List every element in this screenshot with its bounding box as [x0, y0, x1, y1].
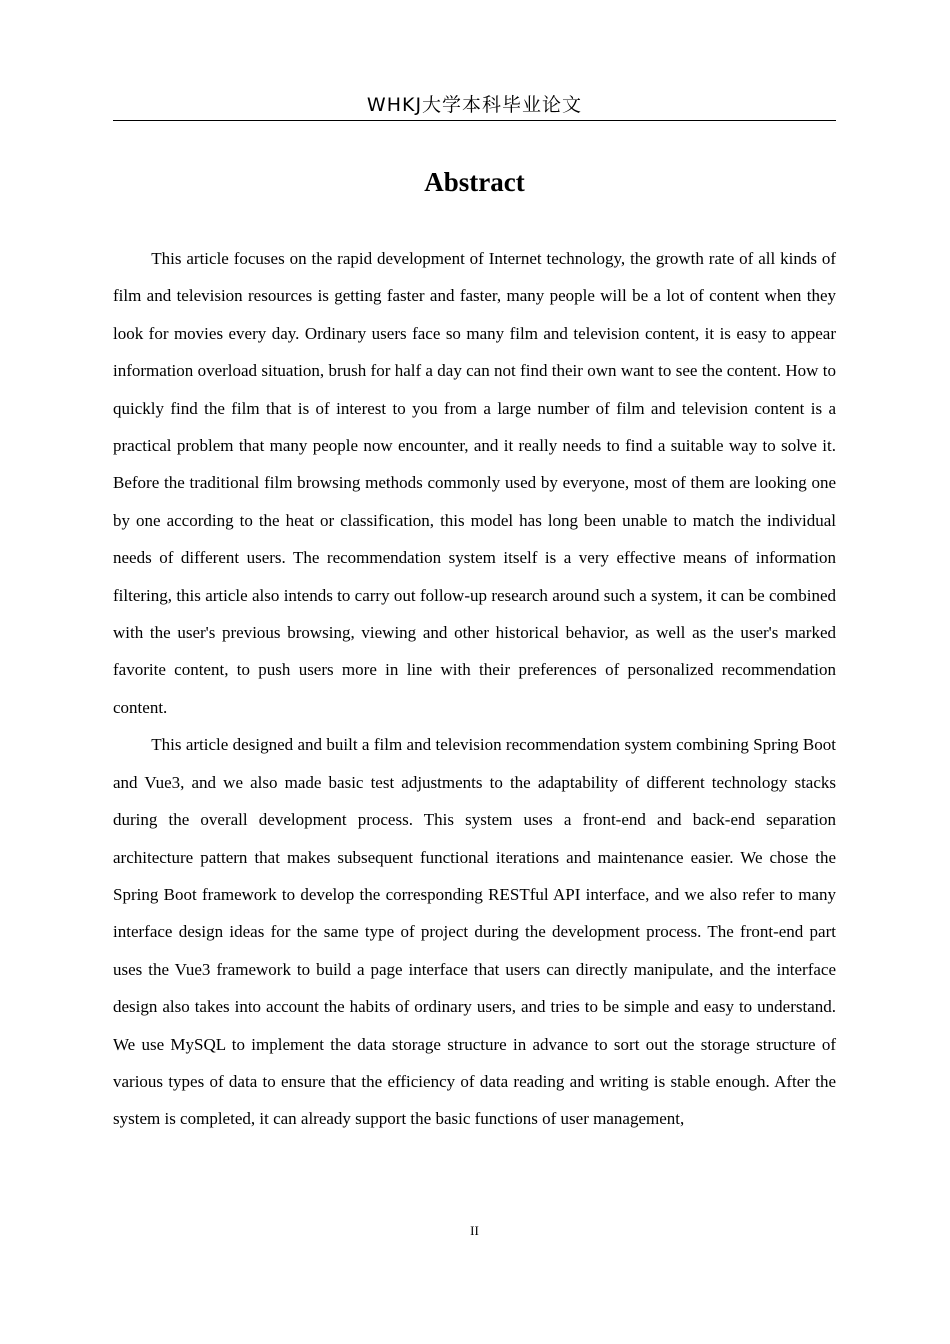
abstract-paragraph-2: This article designed and built a film and television recommendation system combining Spring Boot and Vue3, and we also made basic test adjustments to the adaptability of different technology stacks during the overall development process. This system uses a front-end and back-end separation architecture pattern that makes subsequent functional iterations and maintenance easier. We chose the Spring Boot framework to develop the corresponding RESTful API interface, and we also refer to many interface design ideas for the same type of project during the development process. The front-end part uses the Vue3 framework to build a page interface that users can directly manipulate, and the interface design also takes into account the habits of ordinary users, and tries to be simple and easy to understand. We use MySQL to implement the data storage structure in advance to sort out the storage structure of various types of data to ensure that the efficiency of data reading and writing is stable enough. After the system is completed, it can already support the basic functions of user management,	[113, 735, 836, 1129]
page-title: Abstract	[424, 167, 525, 197]
page-number: II	[470, 1223, 479, 1238]
running-header	[113, 92, 836, 121]
running-header-text: WHKJ大学本科毕业论文	[366, 94, 583, 116]
abstract-body	[113, 240, 836, 1138]
abstract-paragraph-1: This article focuses on the rapid development of Internet technology, the growth rate of all kinds of film and television resources is getting faster and faster, many people will be a lot of content when they look for movies every day. Ordinary users face so many film and television content, it is easy to appear information overload situation, brush for half a day can not find their own want to see the content. How to quickly find the film that is of interest to you from a large number of film and television content is a practical problem that many people now encounter, and it really needs to find a suitable way to solve it. Before the traditional film browsing methods commonly used by everyone, most of them are looking one by one according to the heat or classification, this model has long been unable to match the individual needs of different users. The recommendation system itself is a very effective means of information filtering, this article also intends to carry out follow-up research around such a system, it can be combined with the user's previous browsing, viewing and other historical behavior, as well as the user's marked favorite content, to push users more in line with their preferences of personalized recommendation content.	[113, 249, 836, 717]
